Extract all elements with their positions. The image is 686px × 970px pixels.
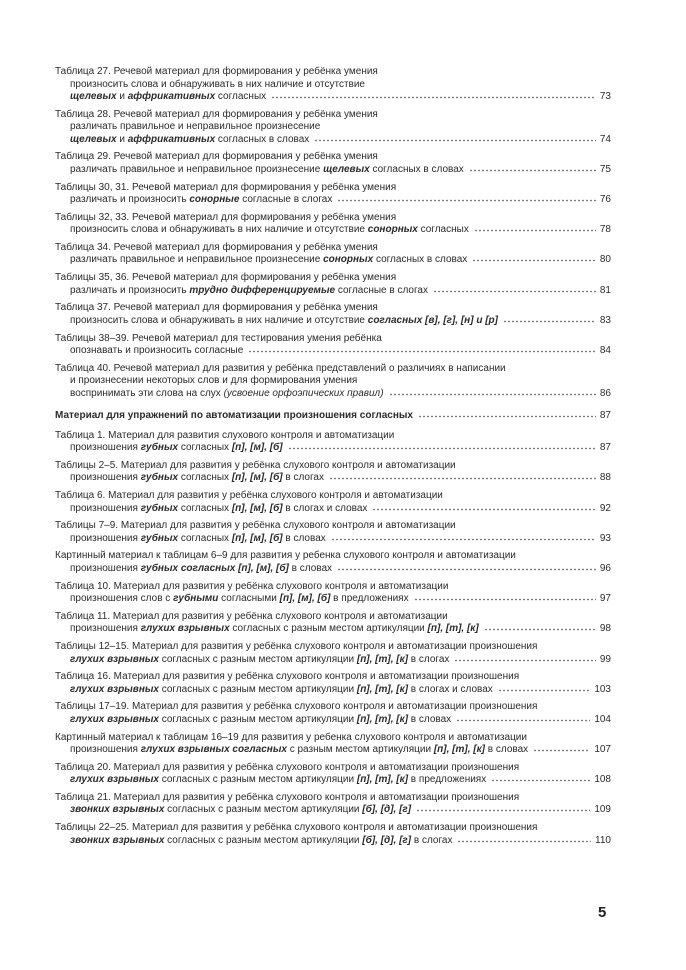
toc-entry-text bbox=[70, 774, 486, 787]
dot-leader bbox=[337, 567, 596, 571]
dot-leader bbox=[503, 319, 596, 323]
toc-entry-line bbox=[55, 550, 611, 563]
dot-leader bbox=[271, 95, 596, 99]
page-ref: 84 bbox=[599, 345, 611, 356]
toc-entry-line bbox=[55, 581, 611, 594]
dot-leader bbox=[248, 349, 596, 353]
dot-leader bbox=[454, 658, 595, 662]
toc-entry-text bbox=[70, 254, 467, 267]
page-ref: 80 bbox=[599, 254, 611, 266]
toc-entry-line bbox=[55, 164, 611, 177]
page-ref: 92 bbox=[599, 502, 611, 514]
entry-text: в словах bbox=[282, 532, 326, 544]
entry-text: различать и произносить bbox=[70, 284, 190, 296]
emphasized-text: щелевых bbox=[323, 163, 370, 175]
entry-text: Таблицы 38–39. Речевой материал для тестирования умения ребёнка bbox=[55, 332, 382, 344]
entry-text: в предложениях bbox=[408, 774, 487, 786]
toc-entry-line bbox=[55, 182, 611, 195]
entry-text: Таблицы 30, 31. Речевой материал для формирования у ребёнка умения bbox=[55, 181, 397, 193]
entry-text: Таблица 40. Речевой материал для развития у ребёнка представлений о различиях в написании bbox=[55, 362, 506, 374]
entry-text: произношения слов с bbox=[70, 593, 174, 605]
dot-leader bbox=[533, 748, 590, 752]
page-ref: 74 bbox=[599, 133, 611, 145]
entry-text: согласных bbox=[178, 532, 232, 544]
entry-text: согласными bbox=[218, 593, 280, 605]
toc-entry-line bbox=[55, 194, 611, 207]
toc-entry bbox=[55, 520, 611, 545]
toc-entry-line bbox=[55, 671, 611, 684]
dot-leader bbox=[372, 507, 595, 511]
toc-entry-line bbox=[55, 490, 611, 503]
emphasized-text: [б], [д], [г] bbox=[362, 834, 412, 846]
toc-entry bbox=[55, 242, 611, 267]
entry-text: Таблица 6. Материал для развития у ребёнка слухового контроля и автоматизации bbox=[55, 490, 443, 502]
entry-text: в словах bbox=[485, 744, 529, 756]
toc-entry-line bbox=[55, 623, 611, 636]
toc-entry bbox=[55, 792, 611, 817]
dot-leader bbox=[472, 258, 596, 262]
toc-entry bbox=[55, 490, 611, 515]
page-ref: 108 bbox=[594, 774, 611, 786]
page-ref: 109 bbox=[594, 804, 611, 816]
toc-entry-text bbox=[70, 804, 411, 817]
toc-entry bbox=[55, 182, 611, 207]
entry-text: согласных в словах bbox=[373, 254, 468, 266]
dot-leader bbox=[329, 476, 596, 480]
dot-leader bbox=[457, 839, 591, 843]
entry-text: в слогах bbox=[282, 472, 324, 484]
entry-text: Таблица 10. Материал для развития у ребёнка слухового контроля и автоматизации bbox=[55, 580, 449, 592]
page-number: 5 bbox=[598, 904, 607, 921]
toc-entry bbox=[55, 732, 611, 757]
toc-entry-line bbox=[55, 804, 611, 817]
entry-text: в словах bbox=[408, 713, 452, 725]
entry-text: различать и произносить bbox=[70, 194, 190, 206]
toc-entry-text bbox=[70, 503, 367, 516]
entry-text: согласных с разным местом артикуляции bbox=[158, 713, 357, 725]
page-ref: 86 bbox=[599, 387, 611, 399]
toc-entry bbox=[55, 333, 611, 358]
toc-entry-text bbox=[70, 285, 428, 298]
page-ref: 97 bbox=[599, 593, 611, 605]
entry-text: и произнесении некоторых слов и для формирования умения bbox=[70, 375, 358, 387]
toc-entry-line bbox=[55, 375, 611, 388]
page-ref: 110 bbox=[595, 834, 611, 846]
toc-entry-line bbox=[55, 654, 611, 667]
emphasized-text: [п], [м], [б] bbox=[231, 532, 283, 544]
toc-entry bbox=[55, 109, 611, 147]
entry-text: согласных bbox=[178, 442, 232, 454]
entry-text: в слогах bbox=[408, 653, 450, 665]
dot-leader bbox=[331, 537, 596, 541]
entry-text: Таблицы 2–5. Материал для развития у ребёнка слухового контроля и автоматизации bbox=[55, 459, 456, 471]
toc-entry bbox=[55, 66, 611, 104]
toc-entry-line bbox=[55, 684, 611, 697]
toc-entry-line bbox=[55, 520, 611, 533]
toc-entry bbox=[55, 550, 611, 575]
dot-leader bbox=[288, 446, 596, 450]
page-ref: 76 bbox=[599, 194, 611, 206]
toc-entry-line bbox=[55, 224, 611, 237]
entry-text: Картинный материал к таблицам 6–9 для развития у ребенка слухового контроля и автоматизации bbox=[55, 550, 516, 562]
entry-text: согласных с разным местом артикуляции bbox=[229, 623, 428, 635]
emphasized-text: [п], [т], [к] bbox=[427, 623, 479, 635]
page-ref: 81 bbox=[599, 284, 611, 296]
toc-entry-text bbox=[70, 442, 283, 455]
entry-text: произношения bbox=[70, 562, 141, 574]
toc-entry-line bbox=[55, 442, 611, 455]
entry-text: Таблица 29. Речевой материал для формирования у ребёнка умения bbox=[55, 151, 378, 163]
entry-text: воспринимать эти слова на слух bbox=[70, 387, 224, 399]
emphasized-text: губных bbox=[140, 472, 179, 484]
entry-text: произносить слова и обнаруживать в них наличие и отсутствие bbox=[70, 224, 368, 236]
emphasized-text: трудно дифференцируемые bbox=[189, 284, 336, 296]
emphasized-text: щелевых bbox=[70, 91, 117, 102]
emphasized-text: [б], [д], [г] bbox=[362, 804, 412, 816]
toc-entry-line bbox=[55, 254, 611, 267]
emphasized-text: [п], [т], [к] bbox=[356, 683, 409, 695]
toc-entry-line bbox=[55, 593, 611, 606]
entry-text: Картинный материал к таблицам 16–19 для развития у ребенка слухового контроля и автоматизации bbox=[55, 731, 527, 743]
toc-entry-text bbox=[70, 744, 528, 757]
entry-text: произносить слова и обнаруживать в них наличие и отсутствие bbox=[70, 78, 365, 90]
toc-entry-text bbox=[70, 563, 332, 576]
entry-text: произношения bbox=[70, 623, 141, 635]
toc-entry-text bbox=[70, 194, 332, 207]
entry-text: произносить слова и обнаруживать в них наличие и отсутствие bbox=[70, 314, 368, 326]
entry-text: произношения bbox=[70, 502, 141, 514]
emphasized-text: звонких взрывных bbox=[70, 834, 165, 846]
entry-text: в словах bbox=[288, 562, 333, 574]
toc-entry-text bbox=[70, 593, 409, 606]
dot-leader bbox=[491, 778, 590, 782]
entry-text: согласных bbox=[215, 91, 267, 102]
toc-entry-line bbox=[55, 79, 611, 92]
emphasized-text: щелевых bbox=[70, 133, 117, 145]
page-ref: 96 bbox=[599, 562, 611, 574]
entry-text: Таблица 21. Материал для развития у ребёнка слухового контроля и автоматизации произношения bbox=[55, 791, 520, 803]
dot-leader bbox=[474, 228, 596, 232]
entry-text: согласных с разным местом артикуляции bbox=[164, 804, 363, 816]
emphasized-text: глухих взрывных bbox=[70, 683, 159, 695]
page-ref: 78 bbox=[599, 224, 611, 236]
entry-text: Таблицы 12–15. Материал для развития у ребёнка слухового контроля и автоматизации произношения bbox=[55, 641, 538, 652]
page-ref: 99 bbox=[599, 653, 611, 665]
toc-entry-text bbox=[70, 654, 449, 667]
dot-leader bbox=[498, 688, 591, 692]
entry-text: согласных в словах bbox=[215, 133, 310, 145]
entry-text: Таблица 27. Речевой материал для формирования у ребёнка умения bbox=[55, 66, 378, 77]
page-ref: 104 bbox=[594, 713, 611, 725]
emphasized-text: [п], [т], [к] bbox=[433, 744, 485, 756]
page-ref: 98 bbox=[599, 623, 611, 635]
toc-entry-text bbox=[70, 164, 464, 177]
toc-entry-text bbox=[70, 134, 309, 147]
toc-entry bbox=[55, 581, 611, 606]
toc-entry-line bbox=[55, 472, 611, 485]
emphasized-text: сонорные bbox=[189, 194, 240, 206]
emphasized-text: глухих взрывных bbox=[70, 653, 159, 665]
toc-entry-line bbox=[55, 714, 611, 727]
toc-entry-text bbox=[70, 472, 324, 485]
toc-entry-line bbox=[55, 611, 611, 624]
entry-text: согласные в слогах bbox=[335, 284, 428, 296]
entry-text: согласных с разным местом артикуляции bbox=[164, 834, 363, 846]
toc-entry bbox=[55, 272, 611, 297]
entry-text: в слогах и словах bbox=[408, 683, 493, 695]
page-ref: 93 bbox=[599, 532, 611, 544]
toc-entry-line bbox=[55, 345, 611, 358]
entry-text: Таблицы 22–25. Материал для развития у ребёнка слухового контроля и автоматизации произношения bbox=[55, 822, 538, 834]
entry-text: согласных с разным местом артикуляции bbox=[158, 653, 357, 665]
emphasized-text: глухих взрывных bbox=[140, 623, 230, 635]
entry-text: в слогах и словах bbox=[282, 502, 368, 514]
entry-text: Таблица 11. Материал для развития у ребёнка слухового контроля и автоматизации bbox=[55, 610, 448, 622]
toc-entry bbox=[55, 762, 611, 787]
entry-text: Таблицы 7–9. Материал для развития у ребёнка слухового контроля и автоматизации bbox=[55, 520, 456, 532]
toc-entry-line bbox=[55, 212, 611, 225]
dot-leader bbox=[456, 718, 590, 722]
toc-entry-line bbox=[55, 503, 611, 516]
toc-entry-line bbox=[55, 792, 611, 805]
dot-leader bbox=[469, 168, 596, 172]
emphasized-text: глухих взрывных согласных bbox=[140, 744, 287, 756]
toc-entry-line bbox=[55, 641, 611, 654]
toc-entry bbox=[55, 701, 611, 726]
dot-leader bbox=[418, 414, 596, 418]
emphasized-text: [п], [м], [б] bbox=[231, 502, 283, 514]
emphasized-text: [п], [м], [б] bbox=[231, 442, 283, 454]
toc-entry-line bbox=[55, 430, 611, 443]
toc-entry bbox=[55, 822, 611, 847]
entry-text: Таблица 16. Материал для развития у ребёнка слухового контроля и автоматизации произношения bbox=[55, 671, 520, 683]
toc-entry-line bbox=[55, 121, 611, 134]
toc-entry-line bbox=[55, 762, 611, 775]
emphasized-text: губных bbox=[140, 442, 179, 454]
entry-text: произношения bbox=[70, 532, 141, 544]
toc-entry-text bbox=[70, 345, 243, 358]
entry-text: и bbox=[116, 91, 128, 102]
toc-entry-line bbox=[55, 66, 611, 79]
toc-entry-line bbox=[55, 134, 611, 147]
entry-text: произношения bbox=[70, 442, 141, 454]
entry-text: согласных bbox=[417, 224, 469, 236]
toc-entry-line bbox=[55, 151, 611, 164]
entry-text: согласных в словах bbox=[369, 163, 464, 175]
toc-entry-line bbox=[55, 302, 611, 315]
toc-entry-text bbox=[70, 714, 451, 727]
toc-entry-text bbox=[70, 684, 493, 697]
toc-entry bbox=[55, 302, 611, 327]
emphasized-text: [п], [т], [к] bbox=[356, 653, 409, 665]
toc-entry-line bbox=[55, 285, 611, 298]
dot-leader bbox=[414, 597, 596, 601]
page-ref: 107 bbox=[594, 744, 611, 756]
entry-text: Таблица 20. Материал для развития у ребёнка слухового контроля и автоматизации произношения bbox=[55, 761, 520, 773]
page-ref: 87 bbox=[599, 442, 611, 454]
toc-entry bbox=[55, 151, 611, 176]
emphasized-text: [п], [т], [к] bbox=[356, 774, 409, 786]
toc-entry-line bbox=[55, 563, 611, 576]
emphasized-text: глухих взрывных bbox=[70, 774, 159, 786]
emphasized-text: [п], [т], [к] bbox=[356, 713, 409, 725]
emphasized-text: [п], [м], [б] bbox=[231, 472, 283, 484]
toc-entry-line bbox=[55, 732, 611, 745]
entry-text: Таблица 1. Материал для развития слухового контроля и автоматизации bbox=[55, 429, 395, 441]
entry-text: согласных с разным местом артикуляции bbox=[158, 774, 357, 786]
toc-entry-text bbox=[70, 623, 479, 636]
toc-entry-line bbox=[55, 822, 611, 835]
toc-entry-line bbox=[55, 835, 611, 848]
entry-text: и bbox=[116, 133, 128, 145]
page-ref: 83 bbox=[599, 314, 611, 326]
dot-leader bbox=[314, 138, 596, 142]
dot-leader bbox=[389, 392, 596, 396]
table-of-contents bbox=[55, 66, 611, 852]
toc-entry bbox=[55, 430, 611, 455]
toc-entry-line bbox=[55, 91, 611, 104]
page-ref: 88 bbox=[599, 472, 611, 484]
entry-text: различать правильное и неправильное произнесение bbox=[70, 254, 324, 266]
toc-entry bbox=[55, 460, 611, 485]
entry-text: в предложениях bbox=[330, 593, 409, 605]
toc-entry-text bbox=[70, 835, 452, 848]
toc-entry bbox=[55, 212, 611, 237]
emphasized-text: губных bbox=[140, 502, 179, 514]
entry-text: различать правильное и неправильное произнесение bbox=[70, 163, 324, 175]
entry-text: согласных bbox=[178, 502, 232, 514]
dot-leader bbox=[433, 289, 596, 293]
page-ref: 87 bbox=[599, 410, 611, 422]
emphasized-text: глухих взрывных bbox=[70, 713, 159, 725]
toc-entry-line bbox=[55, 460, 611, 473]
emphasized-text: сонорных bbox=[323, 254, 374, 266]
emphasized-text: согласных [в], [г], [н] и [р] bbox=[367, 314, 498, 326]
dot-leader bbox=[484, 627, 596, 631]
page-ref: 73 bbox=[599, 91, 611, 102]
page-ref: 75 bbox=[599, 163, 611, 175]
emphasized-text: (усвоение орфоэпических правил) bbox=[223, 387, 384, 399]
entry-text: Таблицы 35, 36. Речевой материал для формирования у ребёнка умения bbox=[55, 272, 397, 284]
toc-entry bbox=[55, 641, 611, 666]
entry-text: Таблица 37. Речевой материал для формирования у ребёнка умения bbox=[55, 302, 378, 314]
toc-entry-text bbox=[55, 410, 413, 423]
entry-text: Таблица 34. Речевой материал для формирования у ребёнка умения bbox=[55, 241, 378, 253]
toc-entry-text bbox=[70, 533, 326, 546]
toc-entry-line bbox=[55, 410, 611, 423]
toc-entry-text bbox=[70, 224, 469, 237]
emphasized-text: губных bbox=[140, 532, 179, 544]
entry-text: Таблица 28. Речевой материал для формирования у ребёнка умения bbox=[55, 108, 378, 120]
emphasized-text: губными bbox=[173, 593, 219, 605]
page-ref: 103 bbox=[594, 683, 611, 695]
emphasized-text: звонких взрывных bbox=[70, 804, 165, 816]
toc-entry bbox=[55, 611, 611, 636]
entry-text: произношения bbox=[70, 472, 141, 484]
toc-entry-line bbox=[55, 333, 611, 346]
entry-text: в слогах bbox=[411, 834, 453, 846]
entry-text: Таблицы 17–19. Материал для развития у ребёнка слухового контроля и автоматизации произношения bbox=[55, 701, 538, 713]
entry-text: согласные в слогах bbox=[239, 194, 333, 206]
toc-entry bbox=[55, 363, 611, 401]
toc-entry-line bbox=[55, 272, 611, 285]
entry-text: с разным местом артикуляции bbox=[286, 744, 434, 756]
toc-entry-line bbox=[55, 533, 611, 546]
entry-text: согласных с разным местом артикуляции bbox=[158, 683, 357, 695]
entry-text: опознавать и произносить согласные bbox=[70, 345, 244, 356]
entry-text: произношения bbox=[70, 744, 141, 756]
toc-section-heading bbox=[55, 410, 611, 423]
emphasized-text: аффрикативных bbox=[127, 133, 216, 145]
emphasized-text: Материал для упражнений по автоматизации произношения согласных bbox=[55, 410, 413, 422]
toc-entry-text bbox=[70, 91, 266, 104]
dot-leader bbox=[416, 808, 590, 812]
toc-entry-line bbox=[55, 388, 611, 401]
entry-text: различать правильное и неправильное произнесение bbox=[70, 121, 321, 133]
toc-entry-line bbox=[55, 242, 611, 255]
toc-entry-line bbox=[55, 744, 611, 757]
entry-text: согласных bbox=[178, 472, 232, 484]
emphasized-text: губных согласных [п], [м], [б] bbox=[140, 562, 289, 574]
emphasized-text: сонорных bbox=[367, 224, 418, 236]
toc-entry-line bbox=[55, 774, 611, 787]
dot-leader bbox=[337, 198, 596, 202]
emphasized-text: [п], [м], [б] bbox=[279, 593, 331, 605]
toc-entry-line bbox=[55, 315, 611, 328]
toc-entry-line bbox=[55, 363, 611, 376]
toc-entry-line bbox=[55, 109, 611, 122]
toc-entry-text bbox=[70, 388, 384, 401]
toc-entry-text bbox=[70, 315, 498, 328]
entry-text: Таблицы 32, 33. Речевой материал для формирования у ребёнка умения bbox=[55, 211, 397, 223]
emphasized-text: аффрикативных bbox=[127, 91, 216, 102]
toc-entry bbox=[55, 671, 611, 696]
toc-entry-line bbox=[55, 701, 611, 714]
